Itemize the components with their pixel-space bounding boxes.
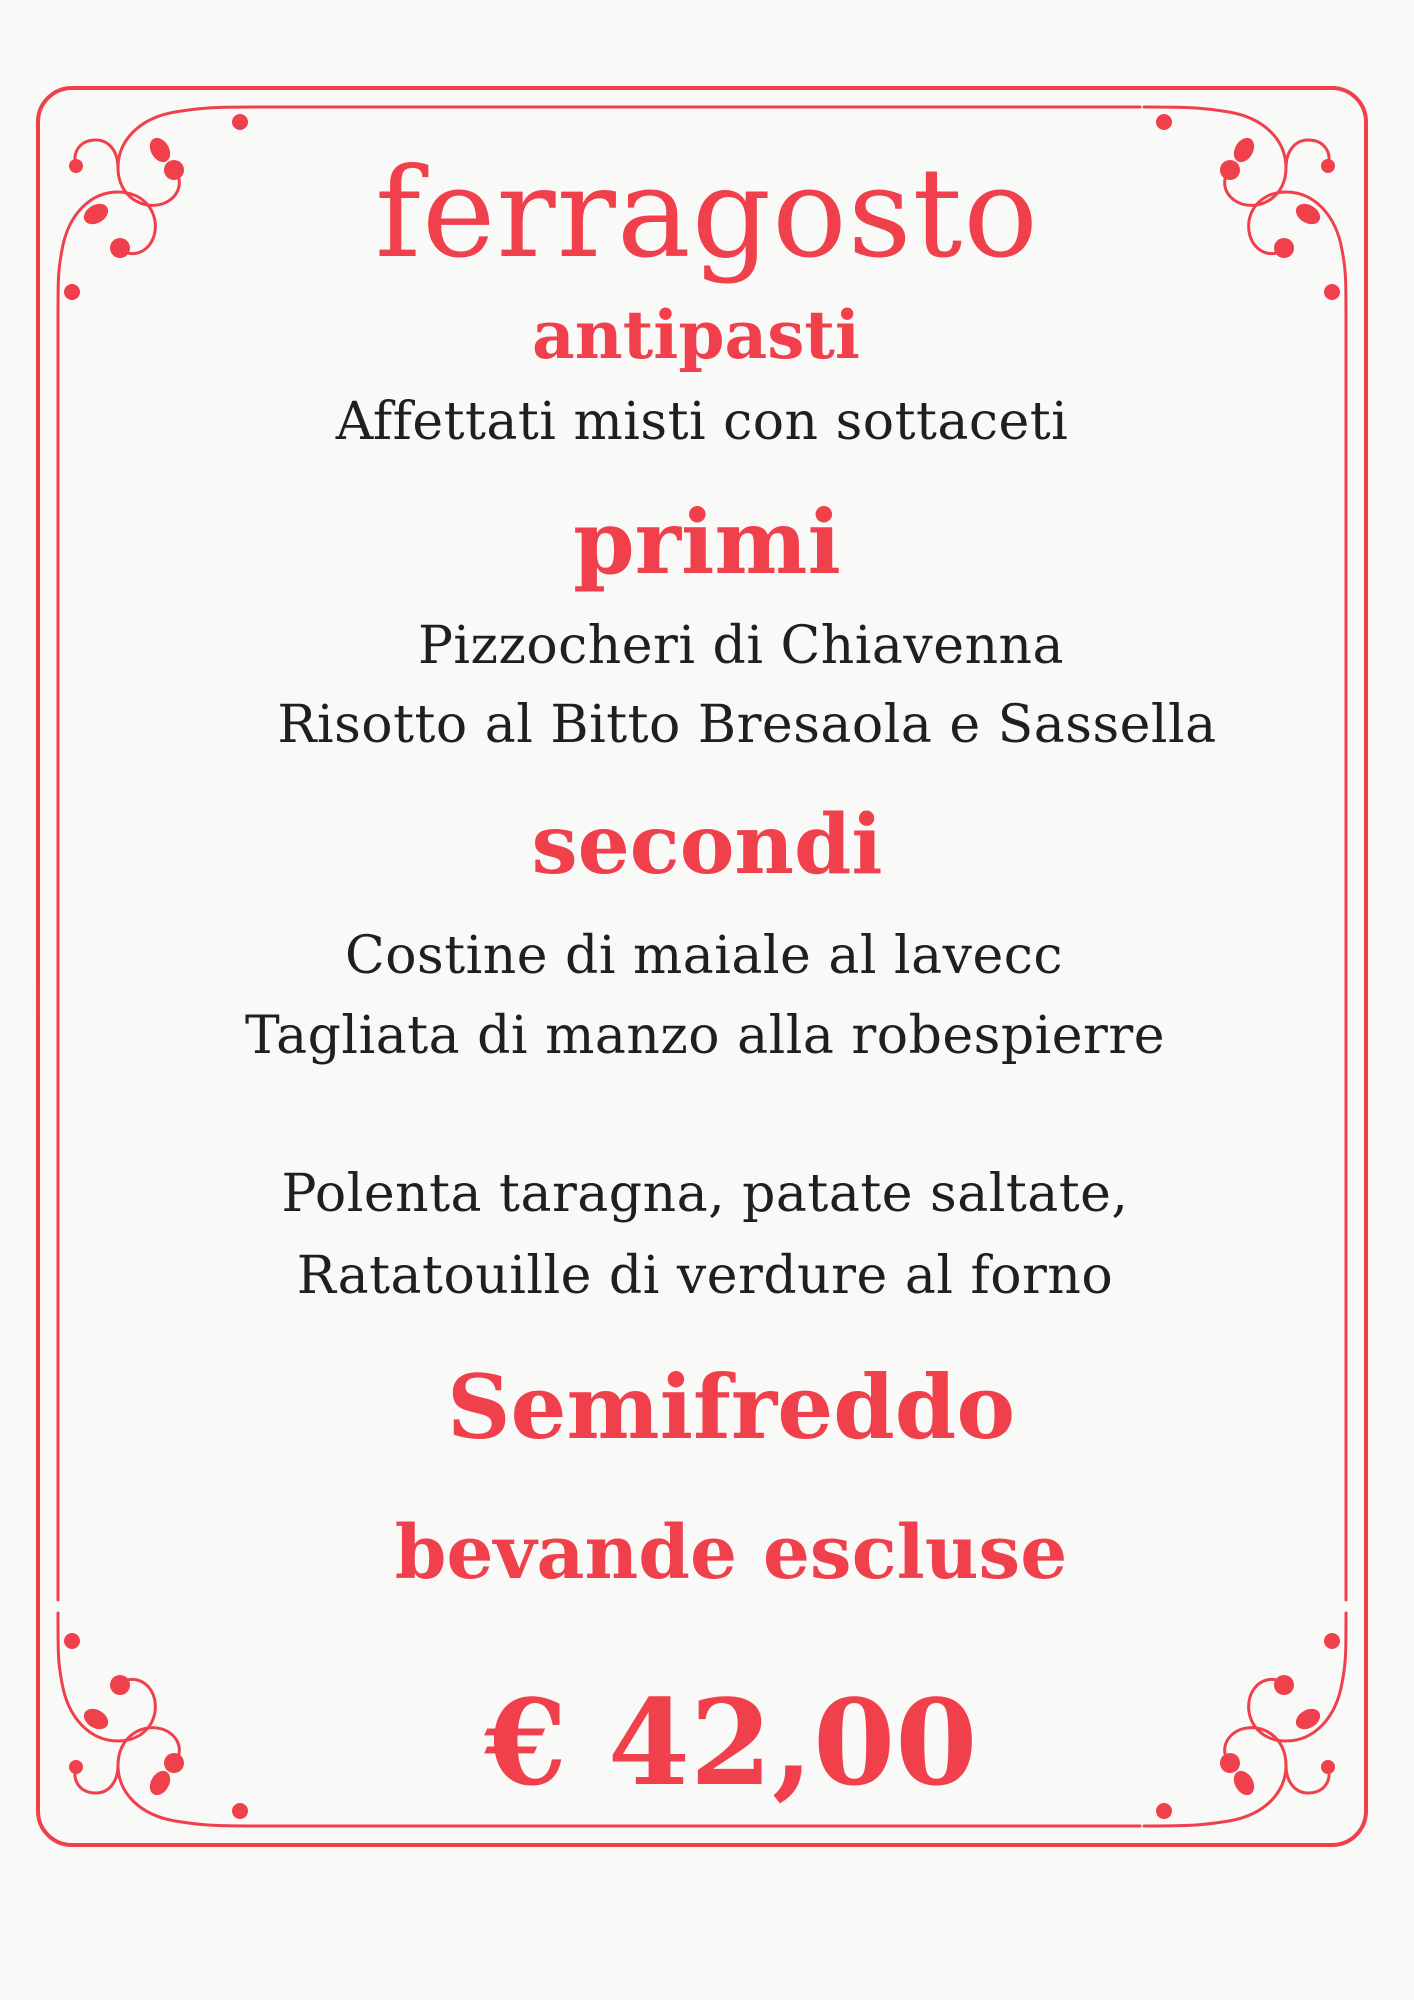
dish-secondi-2: Tagliata di manzo alla robespierre xyxy=(245,1006,1165,1066)
dish-primi-1: Pizzocheri di Chiavenna xyxy=(417,616,1065,676)
section-heading-antipasti: antipasti xyxy=(532,296,860,374)
side-dish-1: Polenta taragna, patate saltate, xyxy=(281,1164,1129,1224)
menu-title: ferragosto xyxy=(375,142,1039,286)
dish-secondi-1: Costine di maiale al lavecc xyxy=(344,926,1064,986)
dish-antipasti-1: Affettati misti con sottaceti xyxy=(335,392,1069,452)
dish-primi-2: Risotto al Bitto Bresaola e Sassella xyxy=(277,695,1217,755)
section-heading-primi: primi xyxy=(573,490,841,594)
side-dish-2: Ratatouille di verdure al forno xyxy=(296,1246,1114,1306)
menu-price: € 42,00 xyxy=(484,1673,978,1812)
drinks-note: bevande escluse xyxy=(394,1510,1068,1596)
section-heading-secondi: secondi xyxy=(531,797,883,893)
dessert-heading: Semifreddo xyxy=(446,1355,1016,1459)
